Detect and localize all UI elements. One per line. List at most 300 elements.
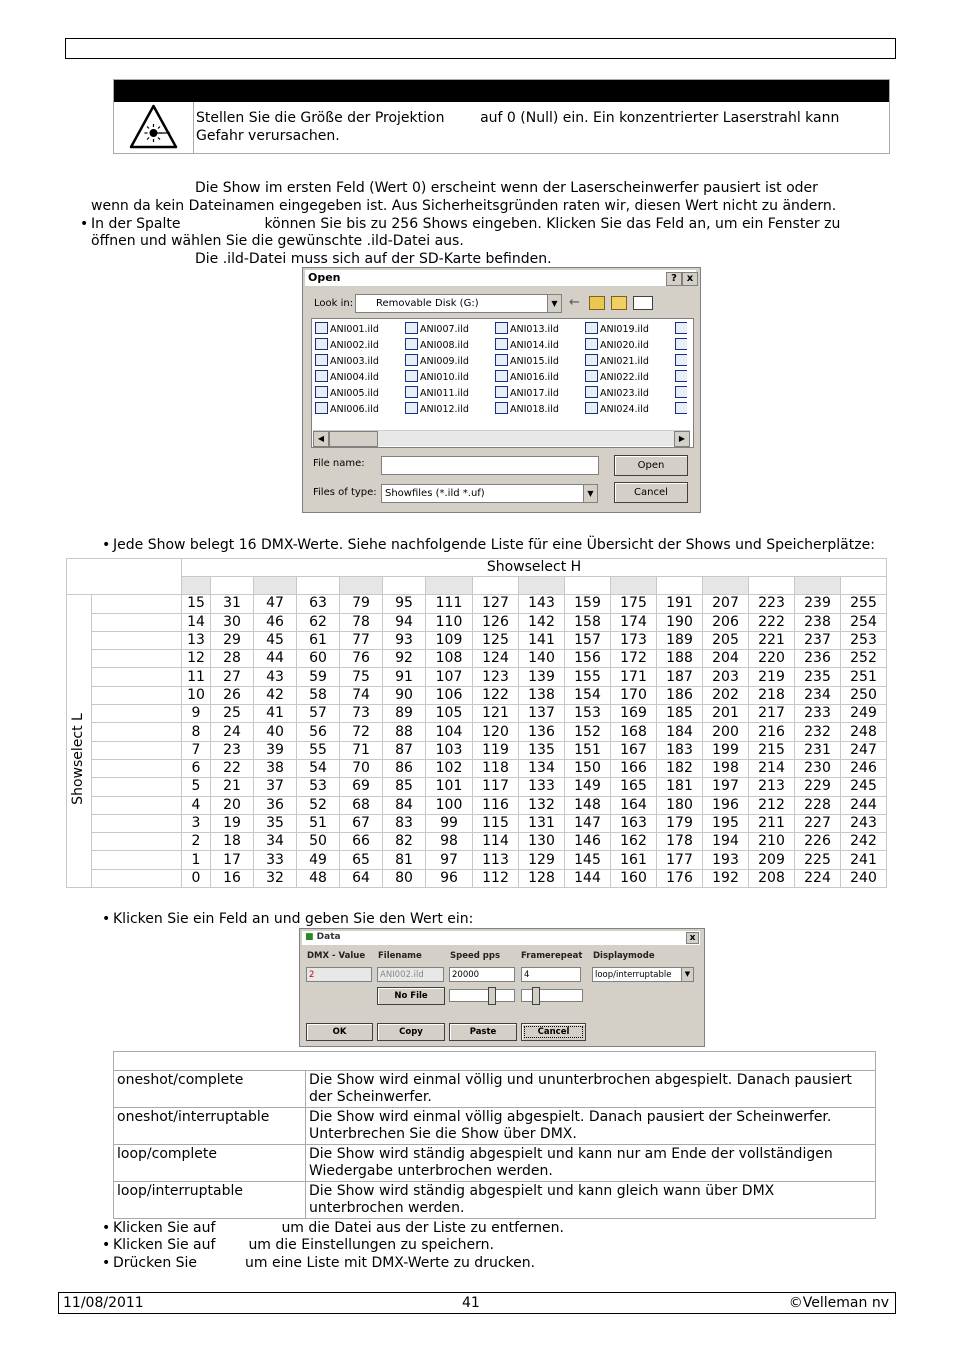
table-cell[interactable]: 26 <box>211 686 254 704</box>
table-cell[interactable]: 71 <box>340 741 383 759</box>
table-cell[interactable]: 141 <box>519 631 565 649</box>
table-cell[interactable]: 138 <box>519 686 565 704</box>
table-cell[interactable]: 19 <box>211 814 254 832</box>
table-cell[interactable]: 131 <box>519 814 565 832</box>
list-item[interactable]: ANI002.ild <box>315 338 379 352</box>
table-cell[interactable]: 42 <box>254 686 297 704</box>
table-cell[interactable]: 213 <box>749 778 795 796</box>
table-cell[interactable]: 72 <box>340 723 383 741</box>
table-cell[interactable]: 173 <box>611 631 657 649</box>
view-menu-icon[interactable] <box>633 296 653 310</box>
table-cell[interactable]: 121 <box>473 705 519 723</box>
list-item[interactable]: ANI006.ild <box>315 402 379 416</box>
table-cell[interactable]: 66 <box>340 833 383 851</box>
table-cell[interactable]: 40 <box>254 723 297 741</box>
table-cell[interactable]: 199 <box>703 741 749 759</box>
table-cell[interactable]: 49 <box>297 851 340 869</box>
table-cell[interactable]: 127 <box>473 595 519 613</box>
table-cell[interactable]: 77 <box>340 631 383 649</box>
table-cell[interactable]: 16 <box>211 869 254 887</box>
table-cell[interactable]: 50 <box>297 833 340 851</box>
copy-button[interactable]: Copy <box>377 1023 445 1041</box>
table-cell[interactable]: 172 <box>611 650 657 668</box>
table-cell[interactable]: 195 <box>703 814 749 832</box>
table-cell[interactable]: 62 <box>297 613 340 631</box>
table-cell[interactable]: 202 <box>703 686 749 704</box>
table-cell[interactable]: 140 <box>519 650 565 668</box>
table-cell[interactable]: 31 <box>211 595 254 613</box>
table-cell[interactable]: 203 <box>703 668 749 686</box>
table-cell[interactable]: 191 <box>657 595 703 613</box>
table-cell[interactable]: 15 <box>182 595 211 613</box>
table-cell[interactable]: 238 <box>795 613 841 631</box>
table-cell[interactable]: 3 <box>182 814 211 832</box>
table-cell[interactable]: 169 <box>611 705 657 723</box>
table-cell[interactable]: 28 <box>211 650 254 668</box>
table-cell[interactable]: 2 <box>182 833 211 851</box>
table-cell[interactable]: 80 <box>383 869 426 887</box>
framerepeat-input[interactable]: 4 <box>521 967 581 982</box>
table-cell[interactable]: 102 <box>426 759 473 777</box>
table-cell[interactable]: 177 <box>657 851 703 869</box>
table-cell[interactable]: 214 <box>749 759 795 777</box>
table-cell[interactable]: 1 <box>182 851 211 869</box>
table-cell[interactable]: 245 <box>841 778 887 796</box>
table-cell[interactable]: 61 <box>297 631 340 649</box>
table-cell[interactable]: 83 <box>383 814 426 832</box>
table-cell[interactable]: 106 <box>426 686 473 704</box>
table-cell[interactable]: 225 <box>795 851 841 869</box>
table-cell[interactable]: 176 <box>657 869 703 887</box>
list-item[interactable]: ANI019.ild <box>585 322 649 336</box>
table-cell[interactable]: 247 <box>841 741 887 759</box>
filename-field[interactable]: ANI002.ild <box>377 967 444 982</box>
table-cell[interactable]: 163 <box>611 814 657 832</box>
list-item[interactable]: ANI008.ild <box>405 338 469 352</box>
table-cell[interactable]: 35 <box>254 814 297 832</box>
table-cell[interactable]: 145 <box>565 851 611 869</box>
new-folder-icon[interactable] <box>611 296 627 310</box>
table-cell[interactable]: 87 <box>383 741 426 759</box>
framerepeat-slider[interactable] <box>521 989 583 1002</box>
table-cell[interactable]: 122 <box>473 686 519 704</box>
table-cell[interactable]: 6 <box>182 759 211 777</box>
list-item[interactable]: ANI018.ild <box>495 402 559 416</box>
table-cell[interactable]: 78 <box>340 613 383 631</box>
table-cell[interactable]: 117 <box>473 778 519 796</box>
table-cell[interactable]: 186 <box>657 686 703 704</box>
table-cell[interactable]: 29 <box>211 631 254 649</box>
files-of-type-dropdown[interactable]: Showfiles (*.ild *.uf) ▼ <box>381 484 598 503</box>
table-cell[interactable]: 41 <box>254 705 297 723</box>
table-cell[interactable]: 212 <box>749 796 795 814</box>
table-cell[interactable]: 116 <box>473 796 519 814</box>
table-cell[interactable]: 198 <box>703 759 749 777</box>
table-cell[interactable]: 159 <box>565 595 611 613</box>
look-in-dropdown[interactable]: Removable Disk (G:) ▼ <box>355 294 562 313</box>
table-cell[interactable]: 160 <box>611 869 657 887</box>
scroll-thumb[interactable] <box>329 431 378 447</box>
table-cell[interactable]: 144 <box>565 869 611 887</box>
table-cell[interactable]: 227 <box>795 814 841 832</box>
cancel-button[interactable]: Cancel <box>521 1023 586 1041</box>
table-cell[interactable]: 89 <box>383 705 426 723</box>
table-cell[interactable]: 196 <box>703 796 749 814</box>
table-cell[interactable]: 168 <box>611 723 657 741</box>
table-cell[interactable]: 182 <box>657 759 703 777</box>
table-cell[interactable]: 147 <box>565 814 611 832</box>
table-cell[interactable]: 137 <box>519 705 565 723</box>
table-cell[interactable]: 165 <box>611 778 657 796</box>
table-cell[interactable]: 88 <box>383 723 426 741</box>
table-cell[interactable]: 58 <box>297 686 340 704</box>
table-cell[interactable]: 20 <box>211 796 254 814</box>
table-cell[interactable]: 90 <box>383 686 426 704</box>
open-button[interactable]: Open <box>614 455 688 476</box>
table-cell[interactable]: 111 <box>426 595 473 613</box>
table-cell[interactable]: 228 <box>795 796 841 814</box>
table-cell[interactable]: 0 <box>182 869 211 887</box>
table-cell[interactable]: 178 <box>657 833 703 851</box>
table-cell[interactable]: 112 <box>473 869 519 887</box>
table-cell[interactable]: 63 <box>297 595 340 613</box>
table-cell[interactable]: 91 <box>383 668 426 686</box>
table-cell[interactable]: 104 <box>426 723 473 741</box>
table-cell[interactable]: 9 <box>182 705 211 723</box>
table-cell[interactable]: 96 <box>426 869 473 887</box>
table-cell[interactable]: 17 <box>211 851 254 869</box>
table-cell[interactable]: 69 <box>340 778 383 796</box>
table-cell[interactable]: 123 <box>473 668 519 686</box>
table-cell[interactable]: 150 <box>565 759 611 777</box>
back-arrow-icon[interactable]: ← <box>569 295 580 310</box>
table-cell[interactable]: 128 <box>519 869 565 887</box>
table-cell[interactable]: 200 <box>703 723 749 741</box>
table-cell[interactable]: 107 <box>426 668 473 686</box>
table-cell[interactable]: 188 <box>657 650 703 668</box>
table-cell[interactable]: 130 <box>519 833 565 851</box>
table-cell[interactable]: 25 <box>211 705 254 723</box>
table-cell[interactable]: 242 <box>841 833 887 851</box>
table-cell[interactable]: 222 <box>749 613 795 631</box>
slider-handle[interactable] <box>488 987 496 1005</box>
table-cell[interactable]: 237 <box>795 631 841 649</box>
table-cell[interactable]: 233 <box>795 705 841 723</box>
dmx-value-field[interactable]: 2 <box>306 967 372 982</box>
table-cell[interactable]: 251 <box>841 668 887 686</box>
close-button[interactable]: x <box>682 272 698 286</box>
table-cell[interactable]: 53 <box>297 778 340 796</box>
table-cell[interactable]: 8 <box>182 723 211 741</box>
table-cell[interactable]: 252 <box>841 650 887 668</box>
table-cell[interactable]: 124 <box>473 650 519 668</box>
scroll-right-icon[interactable]: ▶ <box>674 431 690 447</box>
table-cell[interactable]: 189 <box>657 631 703 649</box>
table-cell[interactable]: 126 <box>473 613 519 631</box>
table-cell[interactable]: 74 <box>340 686 383 704</box>
table-cell[interactable]: 60 <box>297 650 340 668</box>
list-item[interactable]: ANI015.ild <box>495 354 559 368</box>
table-cell[interactable]: 44 <box>254 650 297 668</box>
table-cell[interactable]: 136 <box>519 723 565 741</box>
table-cell[interactable]: 43 <box>254 668 297 686</box>
scroll-left-icon[interactable]: ◀ <box>313 431 329 447</box>
table-cell[interactable]: 27 <box>211 668 254 686</box>
file-name-input[interactable] <box>381 456 599 475</box>
close-button[interactable]: x <box>686 932 699 944</box>
table-cell[interactable]: 218 <box>749 686 795 704</box>
table-cell[interactable]: 248 <box>841 723 887 741</box>
table-cell[interactable]: 120 <box>473 723 519 741</box>
slider-handle[interactable] <box>532 987 540 1005</box>
table-cell[interactable]: 100 <box>426 796 473 814</box>
table-cell[interactable]: 97 <box>426 851 473 869</box>
table-cell[interactable]: 217 <box>749 705 795 723</box>
table-cell[interactable]: 216 <box>749 723 795 741</box>
horizontal-scrollbar[interactable] <box>313 430 690 446</box>
table-cell[interactable]: 108 <box>426 650 473 668</box>
help-button[interactable]: ? <box>666 272 682 286</box>
table-cell[interactable]: 207 <box>703 595 749 613</box>
table-cell[interactable]: 82 <box>383 833 426 851</box>
table-cell[interactable]: 219 <box>749 668 795 686</box>
paste-button[interactable]: Paste <box>449 1023 517 1041</box>
table-cell[interactable]: 224 <box>795 869 841 887</box>
table-cell[interactable]: 76 <box>340 650 383 668</box>
table-cell[interactable]: 55 <box>297 741 340 759</box>
table-cell[interactable]: 45 <box>254 631 297 649</box>
table-cell[interactable]: 201 <box>703 705 749 723</box>
table-cell[interactable]: 246 <box>841 759 887 777</box>
table-cell[interactable]: 4 <box>182 796 211 814</box>
up-folder-icon[interactable] <box>589 296 605 310</box>
table-cell[interactable]: 14 <box>182 613 211 631</box>
table-cell[interactable]: 167 <box>611 741 657 759</box>
table-cell[interactable]: 7 <box>182 741 211 759</box>
table-cell[interactable]: 161 <box>611 851 657 869</box>
list-item[interactable]: ANI010.ild <box>405 370 469 384</box>
table-cell[interactable]: 164 <box>611 796 657 814</box>
table-cell[interactable]: 79 <box>340 595 383 613</box>
table-cell[interactable]: 132 <box>519 796 565 814</box>
ok-button[interactable]: OK <box>306 1023 373 1041</box>
table-cell[interactable]: 95 <box>383 595 426 613</box>
table-cell[interactable]: 12 <box>182 650 211 668</box>
table-cell[interactable]: 99 <box>426 814 473 832</box>
table-cell[interactable]: 105 <box>426 705 473 723</box>
table-cell[interactable]: 211 <box>749 814 795 832</box>
table-cell[interactable]: 175 <box>611 595 657 613</box>
table-cell[interactable]: 221 <box>749 631 795 649</box>
table-cell[interactable]: 30 <box>211 613 254 631</box>
table-cell[interactable]: 157 <box>565 631 611 649</box>
table-cell[interactable]: 180 <box>657 796 703 814</box>
table-cell[interactable]: 183 <box>657 741 703 759</box>
list-item[interactable]: ANI011.ild <box>405 386 469 400</box>
list-item[interactable]: ANI020.ild <box>585 338 649 352</box>
list-item[interactable]: ANI004.ild <box>315 370 379 384</box>
table-cell[interactable]: 151 <box>565 741 611 759</box>
table-cell[interactable]: 148 <box>565 796 611 814</box>
table-cell[interactable]: 230 <box>795 759 841 777</box>
table-cell[interactable]: 39 <box>254 741 297 759</box>
table-cell[interactable]: 13 <box>182 631 211 649</box>
table-cell[interactable]: 34 <box>254 833 297 851</box>
table-cell[interactable]: 223 <box>749 595 795 613</box>
list-item[interactable]: ANI016.ild <box>495 370 559 384</box>
table-cell[interactable]: 236 <box>795 650 841 668</box>
table-cell[interactable]: 101 <box>426 778 473 796</box>
table-cell[interactable]: 231 <box>795 741 841 759</box>
table-cell[interactable]: 139 <box>519 668 565 686</box>
table-cell[interactable]: 250 <box>841 686 887 704</box>
table-cell[interactable]: 92 <box>383 650 426 668</box>
list-item[interactable]: ANI013.ild <box>495 322 559 336</box>
table-cell[interactable]: 184 <box>657 723 703 741</box>
table-cell[interactable]: 57 <box>297 705 340 723</box>
list-item[interactable]: ANI005.ild <box>315 386 379 400</box>
list-item[interactable]: ANI022.ild <box>585 370 649 384</box>
table-cell[interactable]: 229 <box>795 778 841 796</box>
table-cell[interactable]: 114 <box>473 833 519 851</box>
table-cell[interactable]: 113 <box>473 851 519 869</box>
table-cell[interactable]: 118 <box>473 759 519 777</box>
table-cell[interactable]: 234 <box>795 686 841 704</box>
no-file-button[interactable]: No File <box>377 987 445 1005</box>
table-cell[interactable]: 115 <box>473 814 519 832</box>
table-cell[interactable]: 135 <box>519 741 565 759</box>
table-cell[interactable]: 158 <box>565 613 611 631</box>
table-cell[interactable]: 239 <box>795 595 841 613</box>
table-cell[interactable]: 68 <box>340 796 383 814</box>
speed-slider[interactable] <box>449 989 515 1002</box>
table-cell[interactable]: 59 <box>297 668 340 686</box>
table-cell[interactable]: 56 <box>297 723 340 741</box>
table-cell[interactable]: 22 <box>211 759 254 777</box>
table-cell[interactable]: 10 <box>182 686 211 704</box>
table-cell[interactable]: 110 <box>426 613 473 631</box>
table-cell[interactable]: 125 <box>473 631 519 649</box>
table-cell[interactable]: 98 <box>426 833 473 851</box>
table-cell[interactable]: 103 <box>426 741 473 759</box>
table-cell[interactable]: 54 <box>297 759 340 777</box>
list-item[interactable]: ANI001.ild <box>315 322 379 336</box>
table-cell[interactable]: 174 <box>611 613 657 631</box>
table-cell[interactable]: 85 <box>383 778 426 796</box>
table-cell[interactable]: 24 <box>211 723 254 741</box>
list-item[interactable]: ANI017.ild <box>495 386 559 400</box>
table-cell[interactable]: 241 <box>841 851 887 869</box>
table-cell[interactable]: 36 <box>254 796 297 814</box>
table-cell[interactable]: 210 <box>749 833 795 851</box>
table-cell[interactable]: 154 <box>565 686 611 704</box>
table-cell[interactable]: 37 <box>254 778 297 796</box>
table-cell[interactable]: 244 <box>841 796 887 814</box>
table-cell[interactable]: 255 <box>841 595 887 613</box>
speed-input[interactable]: 20000 <box>449 967 515 982</box>
table-cell[interactable]: 170 <box>611 686 657 704</box>
table-cell[interactable]: 146 <box>565 833 611 851</box>
table-cell[interactable]: 209 <box>749 851 795 869</box>
table-cell[interactable]: 38 <box>254 759 297 777</box>
table-cell[interactable]: 179 <box>657 814 703 832</box>
list-item[interactable]: ANI023.ild <box>585 386 649 400</box>
table-cell[interactable]: 46 <box>254 613 297 631</box>
table-cell[interactable]: 11 <box>182 668 211 686</box>
table-cell[interactable]: 119 <box>473 741 519 759</box>
table-cell[interactable]: 185 <box>657 705 703 723</box>
table-cell[interactable]: 33 <box>254 851 297 869</box>
table-cell[interactable]: 235 <box>795 668 841 686</box>
cancel-button[interactable]: Cancel <box>614 482 688 503</box>
table-cell[interactable]: 187 <box>657 668 703 686</box>
table-cell[interactable]: 52 <box>297 796 340 814</box>
table-cell[interactable]: 254 <box>841 613 887 631</box>
table-cell[interactable]: 149 <box>565 778 611 796</box>
table-cell[interactable]: 32 <box>254 869 297 887</box>
table-cell[interactable]: 253 <box>841 631 887 649</box>
table-cell[interactable]: 249 <box>841 705 887 723</box>
list-item[interactable]: ANI024.ild <box>585 402 649 416</box>
list-item[interactable]: ANI021.ild <box>585 354 649 368</box>
table-cell[interactable]: 153 <box>565 705 611 723</box>
table-cell[interactable]: 94 <box>383 613 426 631</box>
table-cell[interactable]: 232 <box>795 723 841 741</box>
table-cell[interactable]: 192 <box>703 869 749 887</box>
table-cell[interactable]: 18 <box>211 833 254 851</box>
table-cell[interactable]: 64 <box>340 869 383 887</box>
list-item[interactable]: ANI014.ild <box>495 338 559 352</box>
table-cell[interactable]: 134 <box>519 759 565 777</box>
table-cell[interactable]: 162 <box>611 833 657 851</box>
table-cell[interactable]: 48 <box>297 869 340 887</box>
table-cell[interactable]: 51 <box>297 814 340 832</box>
table-cell[interactable]: 142 <box>519 613 565 631</box>
table-cell[interactable]: 75 <box>340 668 383 686</box>
table-cell[interactable]: 67 <box>340 814 383 832</box>
table-cell[interactable]: 21 <box>211 778 254 796</box>
table-cell[interactable]: 155 <box>565 668 611 686</box>
table-cell[interactable]: 109 <box>426 631 473 649</box>
table-cell[interactable]: 240 <box>841 869 887 887</box>
table-cell[interactable]: 65 <box>340 851 383 869</box>
table-cell[interactable]: 190 <box>657 613 703 631</box>
table-cell[interactable]: 152 <box>565 723 611 741</box>
list-item[interactable]: ANI012.ild <box>405 402 469 416</box>
table-cell[interactable]: 205 <box>703 631 749 649</box>
table-cell[interactable]: 226 <box>795 833 841 851</box>
table-cell[interactable]: 171 <box>611 668 657 686</box>
table-cell[interactable]: 243 <box>841 814 887 832</box>
table-cell[interactable]: 181 <box>657 778 703 796</box>
list-item[interactable]: ANI007.ild <box>405 322 469 336</box>
table-cell[interactable]: 47 <box>254 595 297 613</box>
table-cell[interactable]: 204 <box>703 650 749 668</box>
table-cell[interactable]: 156 <box>565 650 611 668</box>
table-cell[interactable]: 73 <box>340 705 383 723</box>
table-cell[interactable]: 5 <box>182 778 211 796</box>
table-cell[interactable]: 206 <box>703 613 749 631</box>
displaymode-select[interactable]: loop/interruptable ▼ <box>592 967 694 982</box>
table-cell[interactable]: 93 <box>383 631 426 649</box>
table-cell[interactable]: 197 <box>703 778 749 796</box>
table-cell[interactable]: 220 <box>749 650 795 668</box>
table-cell[interactable]: 133 <box>519 778 565 796</box>
table-cell[interactable]: 215 <box>749 741 795 759</box>
table-cell[interactable]: 166 <box>611 759 657 777</box>
table-cell[interactable]: 81 <box>383 851 426 869</box>
table-cell[interactable]: 84 <box>383 796 426 814</box>
